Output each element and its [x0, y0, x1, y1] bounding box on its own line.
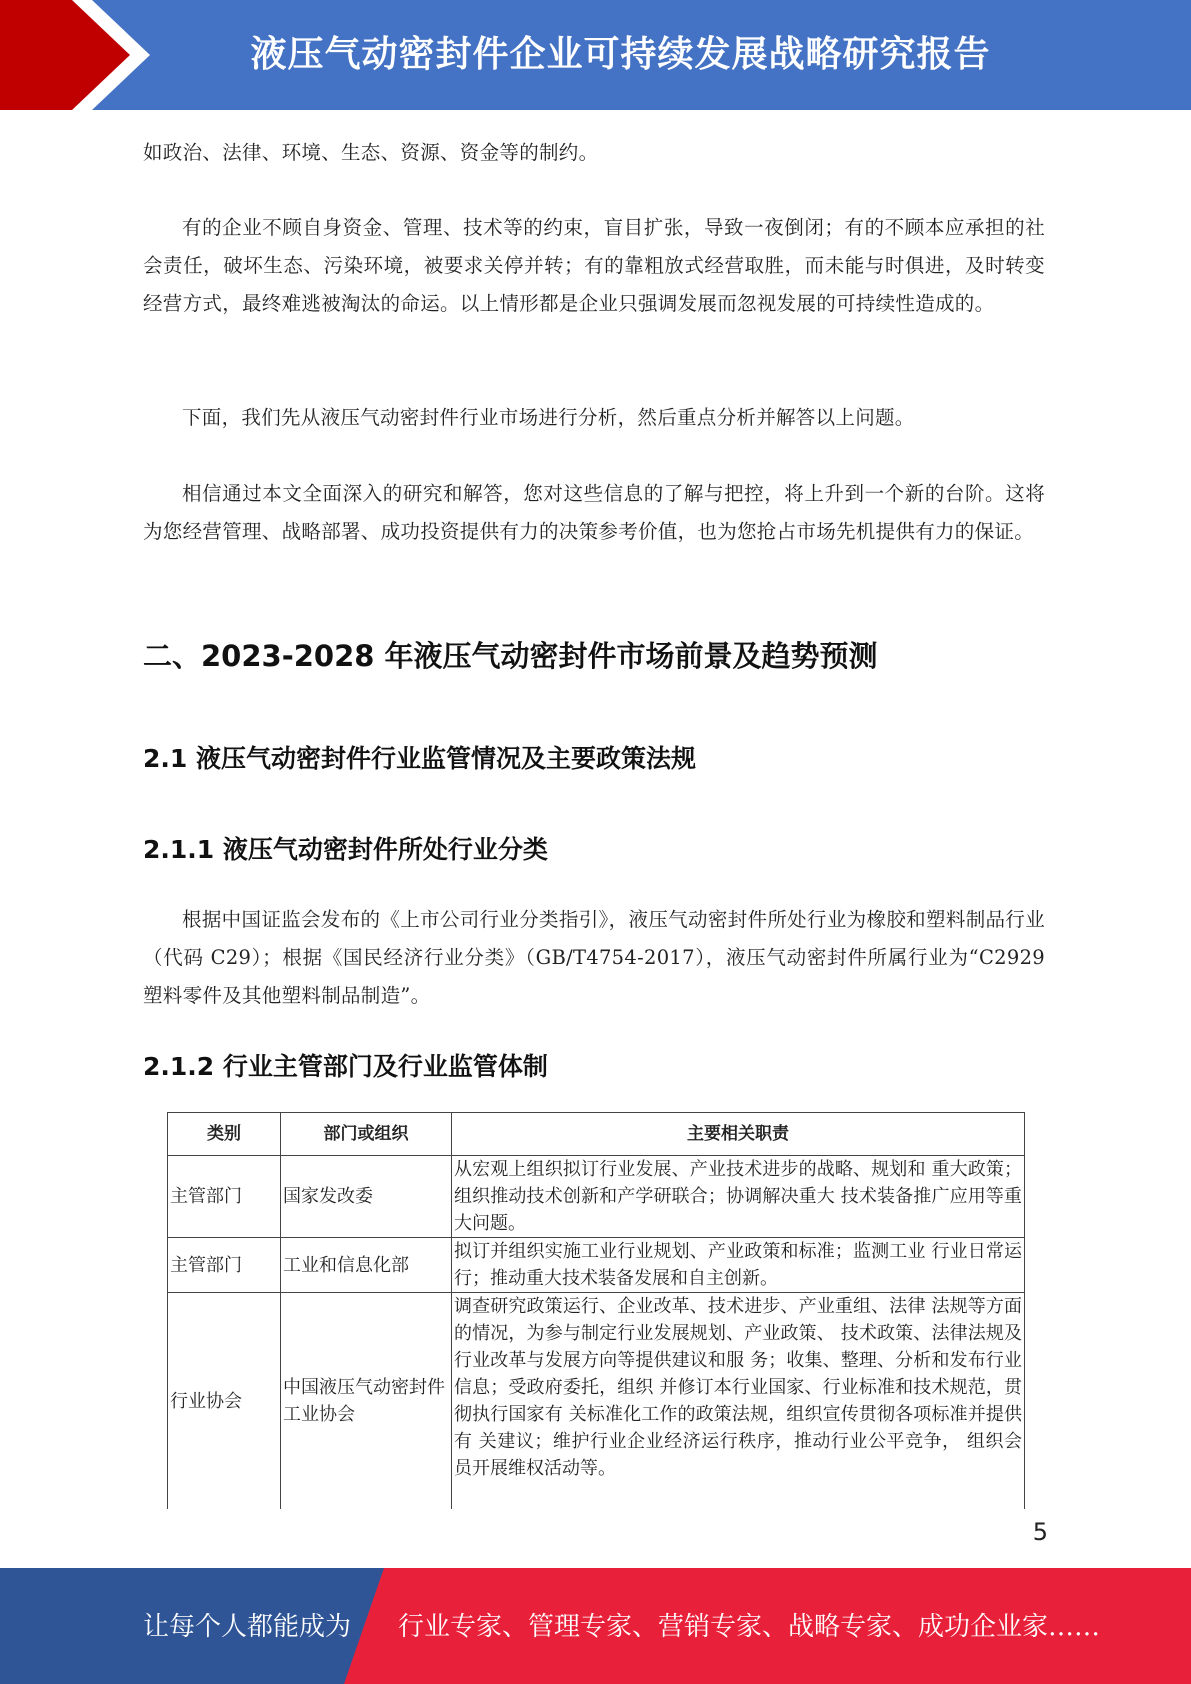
table-cell-org: 国家发改委 [281, 1156, 452, 1238]
column-header: 主要相关职责 [452, 1113, 1025, 1156]
paragraph: 根据中国证监会发布的《上市公司行业分类指引》，液压气动密封件所处行业为橡胶和塑料制品行业（代码 C29）；根据《国民经济行业分类》（GB/T4754-2017），液压气动密封件所属行业为“C2929 塑料零件及其他塑料制品制造”。 [143, 908, 1045, 1007]
table-row [168, 1238, 1025, 1293]
regulatory-table [167, 1112, 1025, 1509]
column-header: 部门或组织 [281, 1113, 452, 1156]
table-cell-duty: 调查研究政策运行、企业改革、技术进步、产业重组、法律 法规等方面的情况，为参与制定行业发展规划、产业政策、 技术政策、法律法规及行业改革与发展方向等提供建议和服 务；收集、整理、分析和发布行业信息；受政府委托，组织 并修订本行业国家、行业标准和技术规范，贯彻执行国家有 关标准化工作的政策法规，组织宣传贯彻各项标准并提供有 关建议；维护行业企业经济运行秩序，推动行业公平竞争， 组织会员开展维权活动等。 [452, 1293, 1025, 1510]
page-number: 5 [1032, 1518, 1048, 1546]
subsection-heading: 2.1.2 行业主管部门及行业监管体制 [143, 1052, 548, 1081]
table-cell-duty: 拟订并组织实施工业行业规划、产业政策和标准；监测工业 行业日常运行；推动重大技术装备发展和自主创新。 [452, 1238, 1025, 1293]
paragraph: 如政治、法律、环境、生态、资源、资金等的制约。 [143, 141, 599, 164]
footer-slogan-right: 行业专家、管理专家、营销专家、战略专家、成功企业家…… [398, 1612, 1101, 1642]
table-cell-category: 行业协会 [168, 1293, 281, 1510]
table-row [168, 1293, 1025, 1510]
table-cell-org: 工业和信息化部 [281, 1238, 452, 1293]
table-header-row [168, 1113, 1025, 1156]
report-title: 液压气动密封件企业可持续发展战略研究报告 [250, 34, 991, 75]
paragraph: 下面，我们先从液压气动密封件行业市场进行分析，然后重点分析并解答以上问题。 [182, 406, 915, 429]
column-header: 类别 [168, 1113, 281, 1156]
subsection-heading: 2.1 液压气动密封件行业监管情况及主要政策法规 [143, 744, 696, 773]
table-cell-org: 中国液压气动密封件工业协会 [281, 1293, 452, 1510]
table-cell-duty: 从宏观上组织拟订行业发展、产业技术进步的战略、规划和 重大政策；组织推动技术创新和产学研联合；协调解决重大 技术装备推广应用等重大问题。 [452, 1156, 1025, 1238]
footer-slogan-left: 让每个人都能成为 [143, 1612, 352, 1642]
page-header [0, 0, 1191, 110]
section-heading: 二、2023-2028 年液压气动密封件市场前景及趋势预测 [143, 639, 878, 673]
table-row [168, 1156, 1025, 1238]
paragraph: 有的企业不顾自身资金、管理、技术等的约束，盲目扩张，导致一夜倒闭；有的不顾本应承担的社会责任，破坏生态、污染环境，被要求关停并转；有的靠粗放式经营取胜，而未能与时俱进，及时转变经营方式，最终难逃被淘汰的命运。以上情形都是企业只强调发展而忽视发展的可持续性造成的。 [143, 216, 1045, 315]
table-cell-category: 主管部门 [168, 1156, 281, 1238]
page-footer [0, 1568, 1191, 1684]
table-cell-category: 主管部门 [168, 1238, 281, 1293]
paragraph: 相信通过本文全面深入的研究和解答，您对这些信息的了解与把控，将上升到一个新的台阶。这将为您经营管理、战略部署、成功投资提供有力的决策参考价值，也为您抢占市场先机提供有力的保证。 [143, 482, 1045, 543]
subsection-heading: 2.1.1 液压气动密封件所处行业分类 [143, 835, 548, 864]
